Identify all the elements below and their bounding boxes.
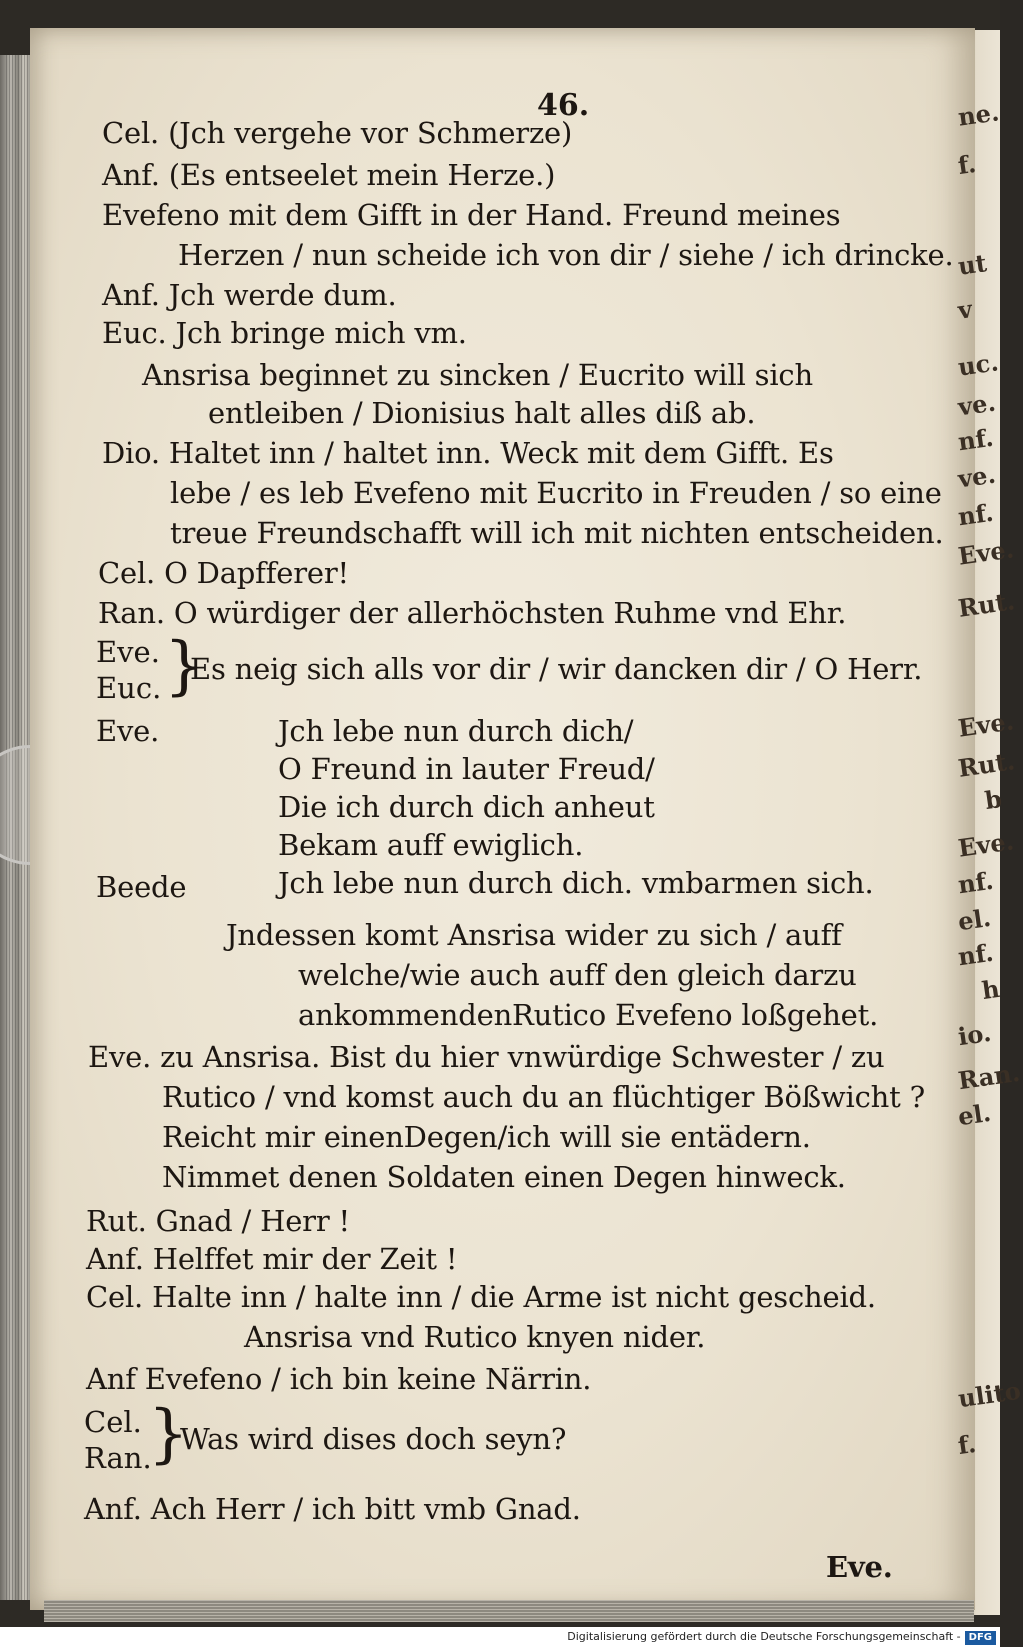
dfg-logo: DFG (965, 1631, 996, 1645)
margin-fragment: Eve. (956, 534, 1016, 571)
brace: } (148, 1397, 189, 1471)
margin-fragment: ut (956, 248, 989, 281)
margin-fragment: nf. (956, 865, 996, 900)
verse-line: Die ich durch dich anheut (278, 790, 655, 824)
stage-direction: Nimmet denen Soldaten einen Degen hinweck. (162, 1160, 846, 1194)
line: Anf. Jch werde dum. (102, 278, 397, 312)
speaker-cel: Cel. (84, 1405, 142, 1439)
margin-fragment: nf. (956, 422, 996, 457)
speaker-eve: Eve. (96, 635, 160, 669)
margin-fragment: Eve. (956, 706, 1016, 743)
line: Euc. Jch bringe mich vm. (102, 316, 467, 350)
catchword: Eve. (826, 1550, 893, 1584)
margin-fragment: ne. (956, 97, 1001, 132)
footer-text: Digitalisierung gefördert durch die Deutsche Forschungsgemeinschaft - (567, 1630, 961, 1643)
stage-direction: Ansrisa vnd Rutico knyen nider. (244, 1320, 706, 1354)
margin-fragment: ulito (956, 1375, 1023, 1414)
line: Cel. O Dapfferer! (98, 556, 349, 590)
line: Rutico / vnd komst auch du an flüchtiger Bößwicht ? (162, 1080, 925, 1114)
line: Herzen / nun scheide ich von dir / siehe / ich drincke. (178, 238, 954, 272)
margin-fragment: v (956, 294, 974, 325)
margin-fragment: nf. (956, 937, 996, 972)
margin-fragment: ve. (956, 459, 998, 494)
margin-fragment: uc. (956, 347, 1001, 382)
margin-fragment: f. (956, 148, 978, 181)
speaker-group (84, 1404, 152, 1476)
stage-direction: welche/wie auch auff den gleich darzu (298, 958, 857, 992)
speaker: Beede (96, 870, 187, 904)
speaker-group (96, 634, 161, 706)
margin-fragment: ve. (956, 387, 998, 422)
bottom-page-edges (44, 1600, 974, 1622)
line: Anf. Ach Herr / ich bitt vmb Gnad. (84, 1492, 581, 1526)
stage-direction: Ansrisa beginnet zu sincken / Eucrito will sich (142, 358, 813, 392)
verse-line: Jch lebe nun durch dich/ (278, 714, 634, 748)
line: Anf. (Es entseelet mein Herze.) (102, 158, 556, 192)
line: Ran. O würdiger der allerhöchsten Ruhme vnd Ehr. (98, 596, 847, 630)
margin-fragment: io. (956, 1017, 993, 1052)
verse-line: Jch lebe nun durch dich. vmbarmen sich. (278, 866, 874, 900)
margin-fragment: el. (956, 1097, 993, 1132)
margin-fragment: Rut. (956, 746, 1017, 783)
page-number: 46. (537, 88, 590, 123)
line: Dio. Haltet inn / haltet inn. Weck mit dem Gifft. Es (102, 436, 834, 470)
speaker-ran: Ran. (84, 1441, 152, 1475)
line: treue Freundschafft will ich mit nichten entscheiden. (170, 516, 944, 550)
margin-fragment: f. (956, 1428, 978, 1461)
brace: } (164, 629, 205, 703)
line: Reicht mir einenDegen/ich will sie entädern. (162, 1120, 811, 1154)
line: Anf. Helffet mir der Zeit ! (86, 1242, 458, 1276)
line: Eve. zu Ansrisa. Bist du hier vnwürdige Schwester / zu (88, 1040, 885, 1074)
speaker: Eve. (96, 714, 160, 748)
margin-fragment: Rut. (956, 586, 1017, 623)
line: Evefeno mit dem Gifft in der Hand. Freund meines (102, 198, 841, 232)
verse-line: O Freund in lauter Freud/ (278, 752, 655, 786)
margin-fragment: nf. (956, 497, 996, 532)
margin-fragment: b (983, 783, 1004, 816)
line: Cel. (Jch vergehe vor Schmerze) (102, 116, 573, 150)
verse-line: Bekam auff ewiglich. (278, 828, 584, 862)
line: Anf Evefeno / ich bin keine Närrin. (86, 1362, 592, 1396)
footer-bar (0, 1627, 1000, 1647)
line: Es neig sich alls vor dir / wir dancken dir / O Herr. (190, 652, 923, 686)
margin-fragment: h (980, 973, 1002, 1006)
margin-fragment: el. (956, 902, 993, 937)
line: Was wird dises doch seyn? (180, 1422, 567, 1456)
book-page (30, 28, 975, 1610)
line: Cel. Halte inn / halte inn / die Arme ist nicht gescheid. (86, 1280, 876, 1314)
margin-fragment: Eve. (956, 826, 1016, 863)
stage-direction: entleiben / Dionisius halt alles diß ab. (208, 396, 756, 430)
margin-fragment: Ran. (956, 1057, 1022, 1096)
line: lebe / es leb Evefeno mit Eucrito in Freuden / so eine (170, 476, 942, 510)
speaker-euc: Euc. (96, 671, 162, 705)
stage-direction: ankommendenRutico Evefeno loßgehet. (298, 998, 879, 1032)
line: Rut. Gnad / Herr ! (86, 1204, 350, 1238)
stage-direction: Jndessen komt Ansrisa wider zu sich / auff (226, 918, 842, 952)
